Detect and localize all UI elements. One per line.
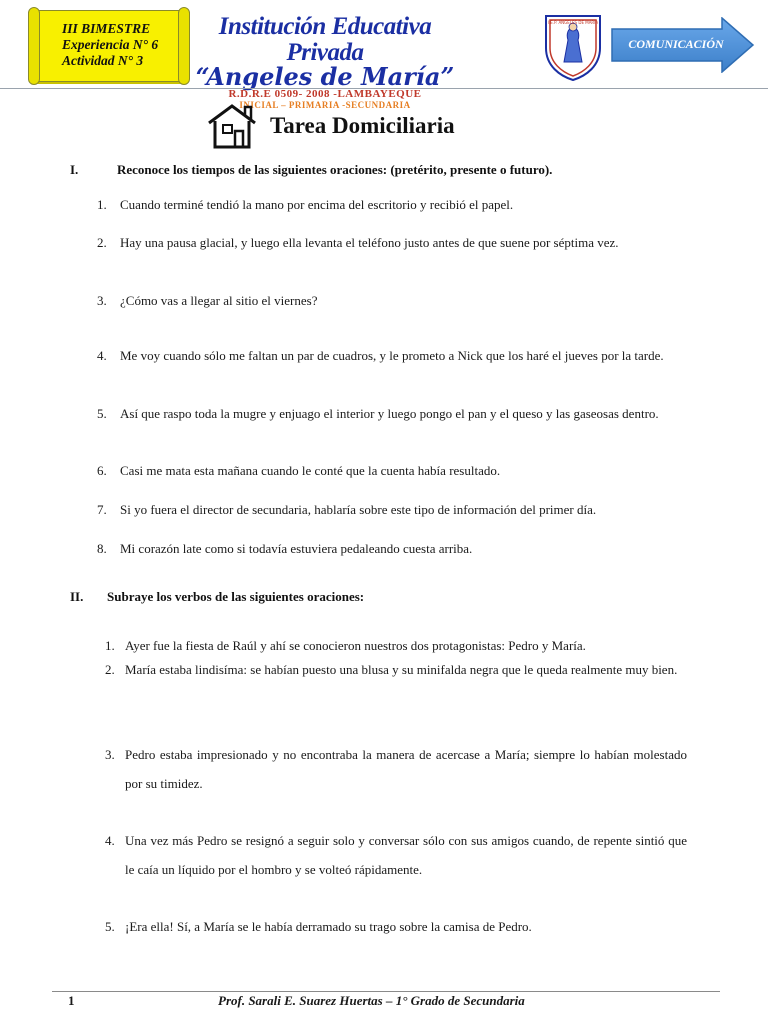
item-number: 5. xyxy=(97,406,107,421)
page-title: Tarea Domiciliaria xyxy=(270,113,455,138)
header-divider xyxy=(0,88,768,89)
item-number: 2. xyxy=(105,662,115,677)
list-item xyxy=(105,912,687,941)
item-text: Hay una pausa glacial, y luego ella levanta el teléfono justo antes de que suene por séptima vez. xyxy=(120,235,619,250)
item-text: Así que raspo toda la mugre y enjuago el interior y luego pongo el pan y el queso y las gaseosas dentro. xyxy=(120,406,659,421)
section-2-number: II. xyxy=(70,589,84,604)
item-number: 5. xyxy=(105,919,115,934)
institution-heading xyxy=(190,14,460,111)
section-2-text: Subraye los verbos de las siguientes oraciones: xyxy=(107,589,365,604)
item-number: 1. xyxy=(97,197,107,212)
item-text: Me voy cuando sólo me faltan un par de cuadros, y le prometo a Nick que los haré el jueves por la tarde. xyxy=(120,348,664,363)
banner-line-experiencia: Experiencia N° 6 xyxy=(62,37,159,52)
institution-name: Institución Educativa Privada xyxy=(218,13,432,66)
item-text: Una vez más Pedro se resignó a seguir solo y conversar sólo con sus amigos cuando, de repente sintió que le caía un líquido por el hombro y se volteó rápidamente. xyxy=(125,833,687,877)
item-number: 4. xyxy=(105,833,115,848)
list-item xyxy=(105,655,687,684)
item-text: María estaba lindisíma: se habían puesto una blusa y su minifalda negra que le queda realmente muy bien. xyxy=(125,662,678,677)
list-item xyxy=(97,461,686,481)
activity-banner xyxy=(33,10,185,82)
item-text: Si yo fuera el director de secundaria, hablaría sobre este tipo de información del primer día. xyxy=(120,502,597,517)
banner-line-actividad: Actividad N° 3 xyxy=(62,53,144,68)
list-item xyxy=(97,195,686,215)
section-1-number: I. xyxy=(70,162,79,177)
item-number: 1. xyxy=(105,638,115,653)
crest-icon xyxy=(540,12,606,82)
item-text: Mi corazón late como si todavía estuviera pedaleando cuesta arriba. xyxy=(120,541,473,556)
item-number: 3. xyxy=(105,747,115,762)
footer-divider xyxy=(52,991,720,992)
item-text: ¡Era ella! Sí, a María se le había derramado su trago sobre la camisa de Pedro. xyxy=(125,919,532,934)
list-item xyxy=(97,233,686,253)
banner-line-bimestre: III BIMESTRE xyxy=(62,21,151,36)
crest-label: I.E.P. ANGELES DE MARÍA xyxy=(547,20,599,25)
item-number: 6. xyxy=(97,463,107,478)
item-number: 8. xyxy=(97,541,107,556)
section-1-heading xyxy=(70,162,720,180)
subject-label: COMUNICACIÓN xyxy=(628,37,724,51)
item-text: ¿Cómo vas a llegar al sitio el viernes? xyxy=(120,293,318,308)
item-number: 4. xyxy=(97,348,107,363)
page-number: 1 xyxy=(68,993,75,1008)
list-item xyxy=(97,539,686,559)
item-text: Cuando terminé tendió la mano por encima del escritorio y recibió el papel. xyxy=(120,197,514,212)
item-number: 3. xyxy=(97,293,107,308)
list-item xyxy=(97,500,686,520)
item-text: Ayer fue la fiesta de Raúl y ahí se conocieron nuestros dos protagonistas: Pedro y María. xyxy=(125,638,586,653)
list-item xyxy=(97,291,686,311)
list-item xyxy=(97,346,686,366)
footer-author: Prof. Sarali E. Suarez Huertas – 1° Grado de Secundaria xyxy=(218,993,525,1008)
institution-subname: “Angeles de María” xyxy=(195,62,455,91)
section-2-heading xyxy=(70,589,720,607)
institution-levels: INICIAL – PRIMARIA -SECUNDARIA xyxy=(239,100,411,110)
list-item xyxy=(105,740,687,798)
item-number: 7. xyxy=(97,502,107,517)
house-icon xyxy=(205,103,263,151)
section-1-text: Reconoce los tiempos de las siguientes oraciones: (pretérito, presente o futuro). xyxy=(117,162,553,177)
item-text: Casi me mata esta mañana cuando le conté que la cuenta había resultado. xyxy=(120,463,501,478)
item-number: 2. xyxy=(97,235,107,250)
list-item xyxy=(97,404,686,424)
list-item xyxy=(105,826,687,884)
institution-resolution: R.D.R.E 0509- 2008 -LAMBAYEQUE xyxy=(228,88,422,100)
item-text: Pedro estaba impresionado y no encontraba la manera de acercase a María; siempre lo habían molestado por su timidez. xyxy=(125,747,687,791)
